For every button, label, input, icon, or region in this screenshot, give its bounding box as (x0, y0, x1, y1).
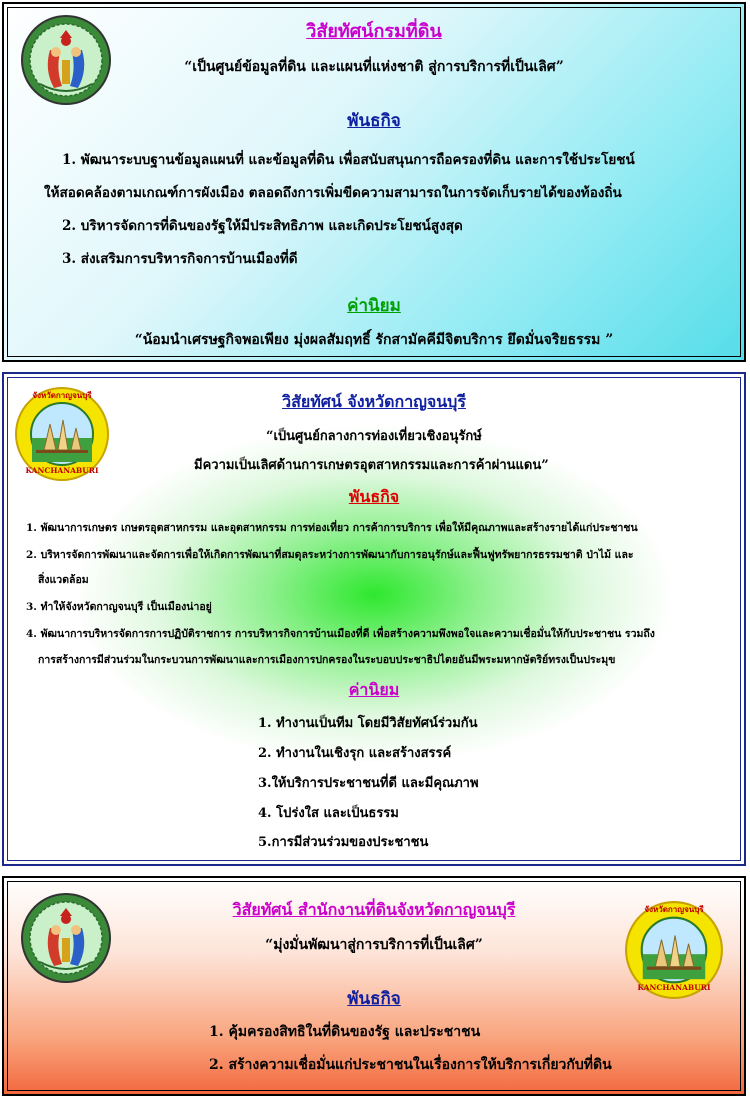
province-mission-4b: การสร้างการมีส่วนร่วมในกระบวนการพัฒนาและการเมืองการปกครองในระบอบประชาธิปไตยอันมีพระมหากษัตริย์ทรงเป็นประมุข (38, 654, 616, 666)
office-mission-2: 2. สร้างความเชื่อมั่นแก่ประชาชนในเรื่องการให้บริการเกี่ยวกับที่ดิน (209, 1057, 612, 1073)
seal-bottom-text: KANCHANABURI (25, 466, 99, 475)
dol-vision-panel (2, 2, 746, 362)
dol-mission-3: 3. ส่งเสริมการบริหารกิจการบ้านเมืองที่ดี (62, 251, 298, 267)
office-vision-title: วิสัยทัศน์ สำนักงานที่ดินจังหวัดกาญจนบุรี (232, 900, 516, 919)
province-value-1: 1. ทำงานเป็นทีม โดยมีวิสัยทัศน์ร่วมกัน (258, 716, 478, 731)
province-mission-1: 1. พัฒนาการเกษตร เกษตรอุตสาหกรรม และอุตสาหกรรม การท่องเที่ยว การค้าการบริการ เพื่อให้มีคุณภาพและสร้างรายได้แก่ประชาชน (26, 522, 638, 534)
dol-mission-2: 2. บริหารจัดการที่ดินของรัฐให้มีประสิทธิภาพ และเกิดประโยชน์สูงสุด (62, 218, 463, 234)
province-value-5: 5.การมีส่วนร่วมของประชาชน (258, 835, 429, 850)
dol-vision-title: วิสัยทัศน์กรมที่ดิน (306, 21, 442, 42)
province-mission-title: พันธกิจ (348, 487, 400, 506)
office-vision-text: “มุ่งมั่นพัฒนาสู่การบริการที่เป็นเลิศ” (265, 937, 483, 953)
seal-top-text: จังหวัดกาญจนบุรี (32, 390, 92, 400)
dol-values-title: ค่านิยม (347, 296, 401, 316)
seal-bottom-text: KANCHANABURI (637, 983, 711, 992)
province-vision-title: วิสัยทัศน์ จังหวัดกาญจนบุรี (282, 392, 466, 411)
province-mission-2a: 2. บริหารจัดการพัฒนาและจัดการเพื่อให้เกิดการพัฒนาที่สมดุลระหว่างการพัฒนากับการอนุรักษ์และฟื้นฟูทรัพยากรธรรมชาติ ป่าไม้ และ (26, 549, 634, 561)
dol-mission-1b: ให้สอดคล้องตามเกณฑ์การผังเมือง ตลอดถึงการเพิ่มขีดความสามารถในการจัดเก็บรายได้ของท้องถิ่น (44, 185, 622, 201)
seal-top-text: จังหวัดกาญจนบุรี (644, 904, 704, 914)
dol-mission-1a: 1. พัฒนาระบบฐานข้อมูลแผนที่ และข้อมูลที่ดิน เพื่อสนับสนุนการถือครองที่ดิน และการใช้ประโยชน์ (62, 152, 635, 168)
dol-vision-text: “เป็นศูนย์ข้อมูลที่ดิน และแผนที่แห่งชาติ สู่การบริการที่เป็นเลิศ” (184, 59, 564, 75)
province-value-4: 4. โปร่งใส และเป็นธรรม (258, 806, 399, 821)
province-values-title: ค่านิยม (348, 680, 400, 699)
province-mission-2b: สิ่งแวดล้อม (38, 574, 89, 586)
office-mission-1: 1. คุ้มครองสิทธิในที่ดินของรัฐ และประชาชน (209, 1024, 481, 1040)
province-mission-4a: 4. พัฒนาการบริหารจัดการการปฏิบัติราชการ การบริหารกิจการบ้านเมืองที่ดี เพื่อสร้างความพึงพอใจและความเชื่อมั่นให้กับประชาชน รวมถึง (26, 628, 655, 640)
dol-mission-title: พันธกิจ (347, 111, 401, 131)
province-mission-3: 3. ทำให้จังหวัดกาญจนบุรี เป็นเมืองน่าอยู่ (26, 601, 212, 613)
dol-values-text: “น้อมนำเศรษฐกิจพอเพียง มุ่งผลสัมฤทธิ์ รักสามัคคีมีจิตบริการ ยึดมั่นจริยธรรม ” (134, 332, 614, 348)
province-vision-panel (2, 372, 746, 866)
province-vision-text-2: มีความเป็นเลิศด้านการเกษตรอุตสาหกรรมและการค้าผ่านแดน” (194, 458, 549, 473)
province-value-2: 2. ทำงานในเชิงรุก และสร้างสรรค์ (258, 746, 452, 761)
office-mission-title: พันธกิจ (347, 989, 401, 1009)
province-vision-text-1: “เป็นศูนย์กลางการท่องเที่ยวเชิงอนุรักษ์ (266, 429, 482, 444)
province-value-3: 3.ให้บริการประชาชนที่ดี และมีคุณภาพ (258, 776, 479, 791)
office-vision-panel (2, 876, 746, 1096)
